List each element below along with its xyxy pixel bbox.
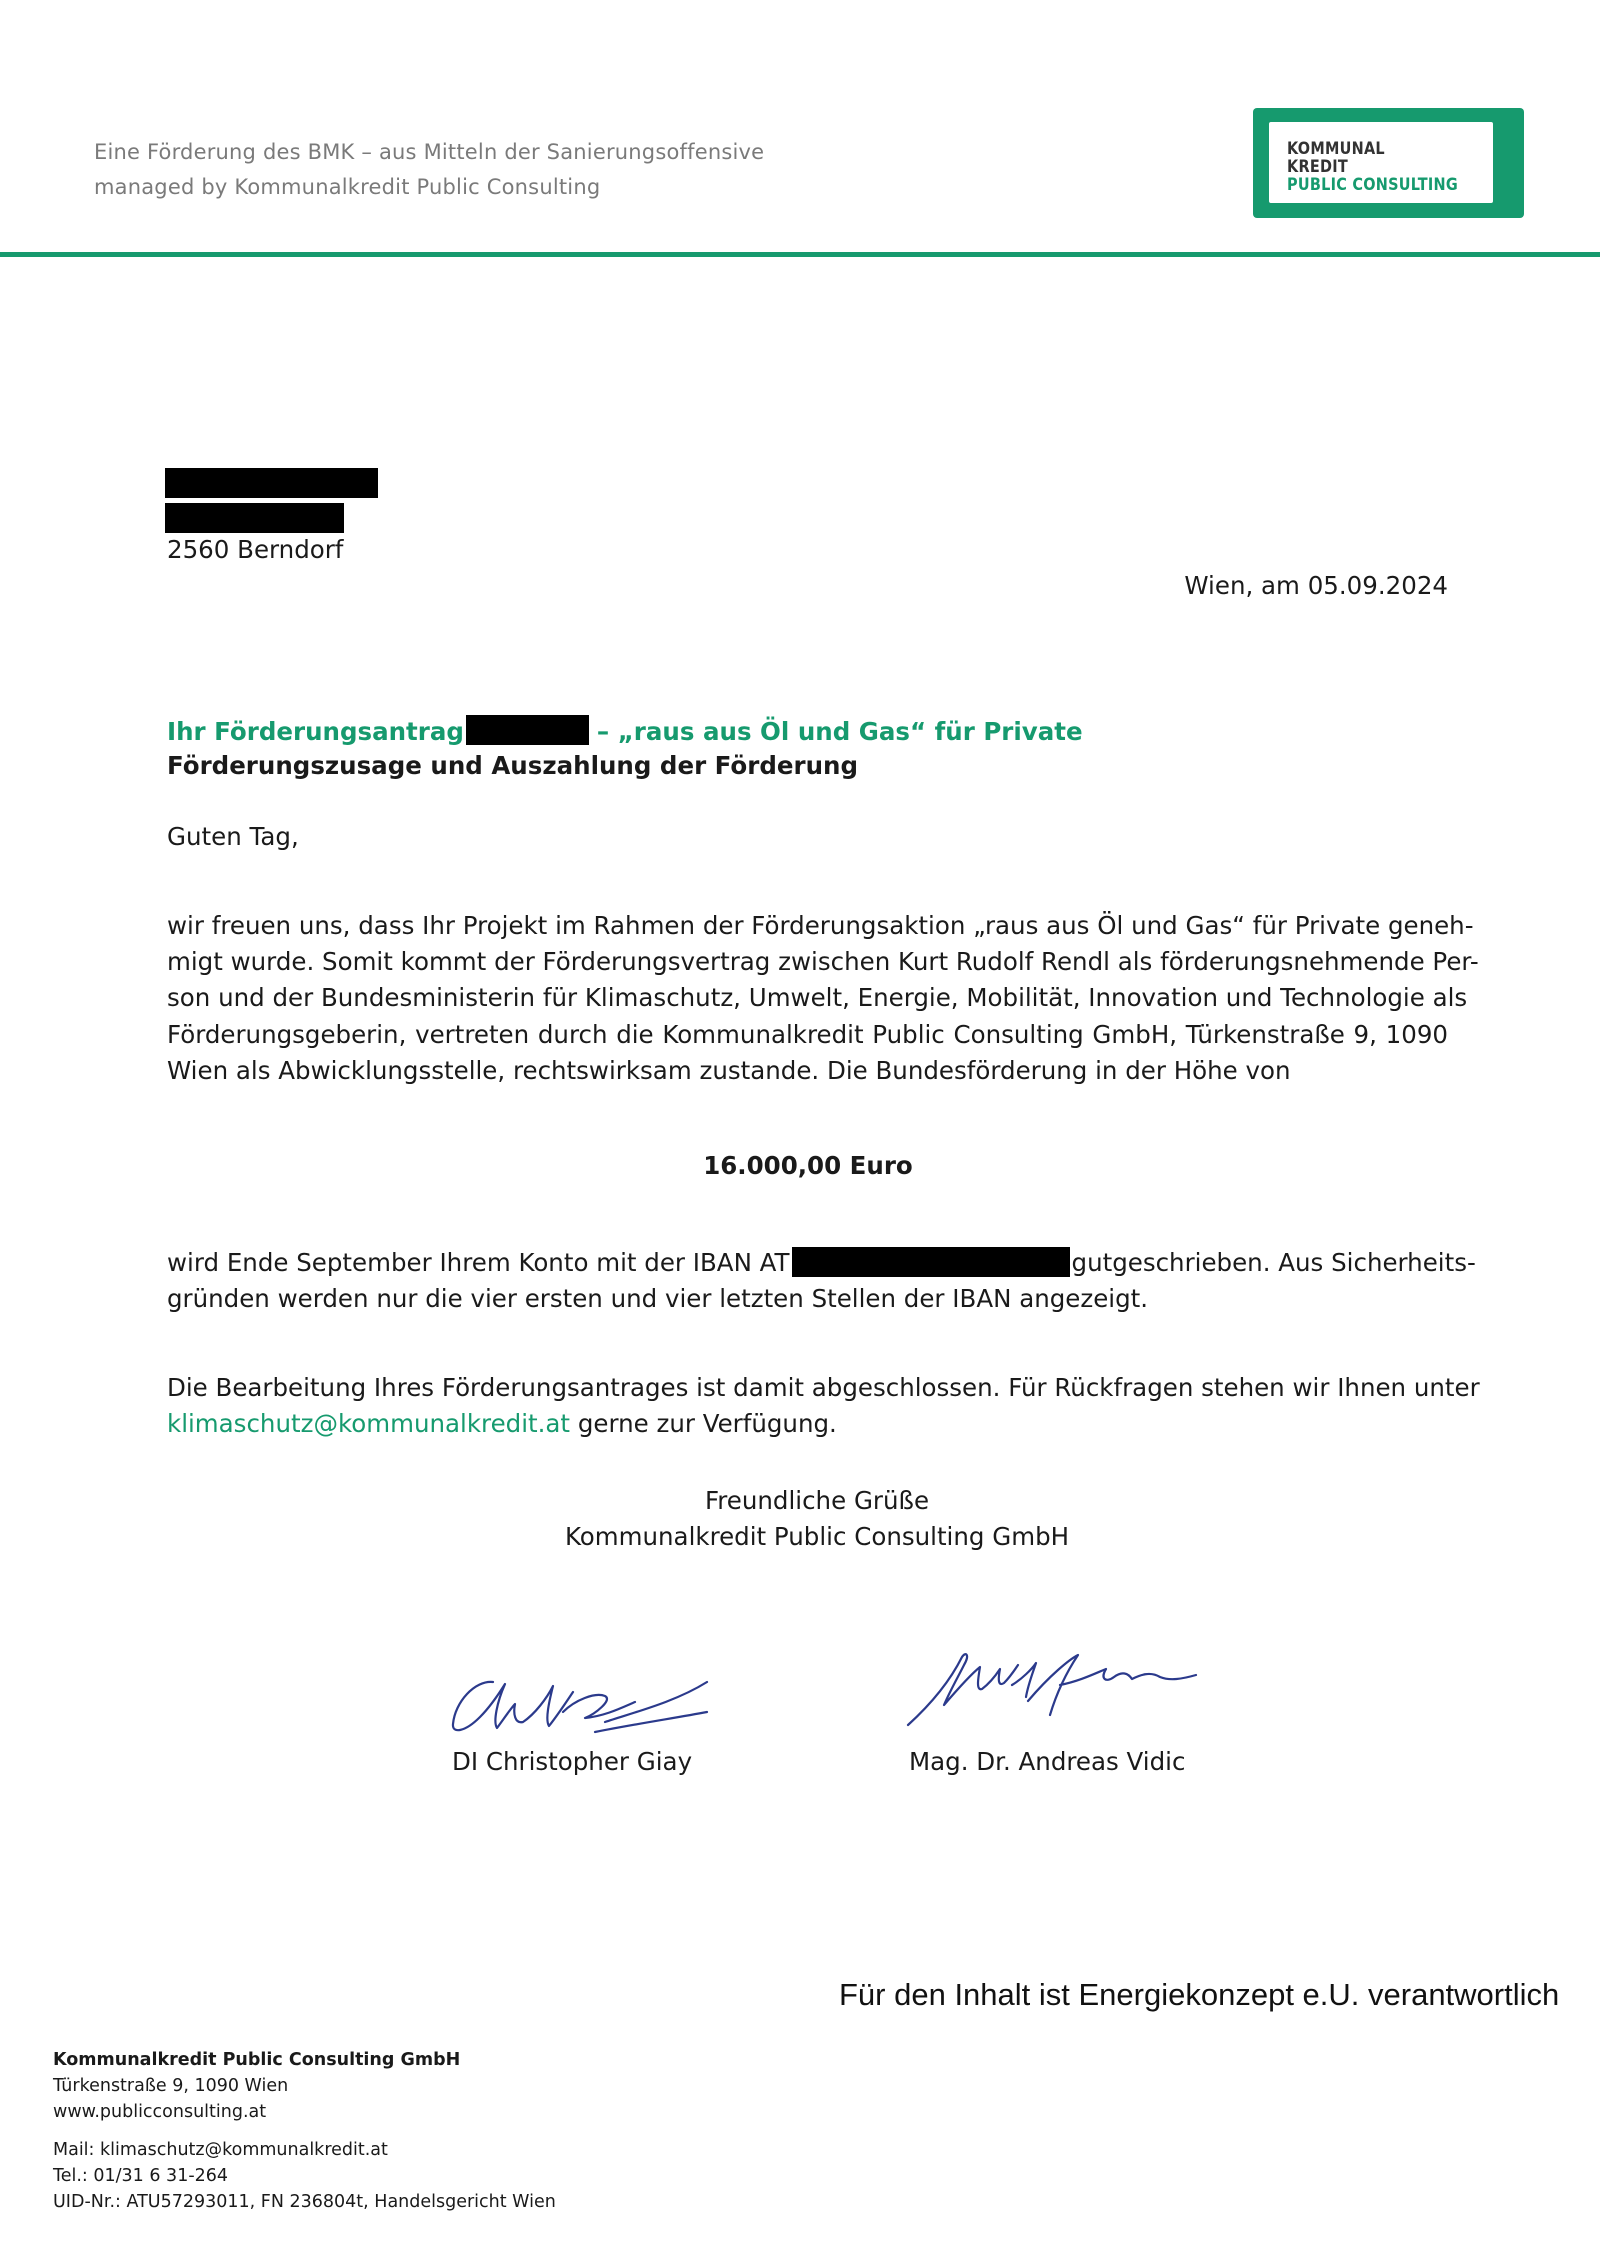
redacted-name <box>165 468 378 498</box>
redacted-iban <box>792 1247 1070 1277</box>
greeting: Guten Tag, <box>167 822 299 851</box>
subject-subtitle: Förderungszusage und Auszahlung der Förderung <box>167 751 859 780</box>
footer-street: Türkenstraße 9, 1090 Wien <box>53 2076 289 2096</box>
contact-email-link[interactable]: klimaschutz@kommunalkredit.at <box>167 1409 571 1439</box>
body-paragraph-3 <box>167 1370 1480 1442</box>
company-logo <box>1253 108 1524 218</box>
footer-mail[interactable]: Mail: klimaschutz@kommunalkredit.at <box>53 2140 388 2160</box>
address-city: 2560 Berndorf <box>167 535 344 564</box>
header-managed-by: managed by Kommunalkredit Public Consulting <box>94 175 601 199</box>
iban-text: wird Ende September Ihrem Konto mit der IBAN AT <box>167 1248 790 1277</box>
subject-title <box>167 715 1083 746</box>
footer-uid: UID-Nr.: ATU57293011, FN 236804t, Handelsgericht Wien <box>53 2192 556 2212</box>
paragraph-line: Wien als Abwicklungsstelle, rechtswirksam zustande. Die Bundesförderung in der Höhe von <box>167 1055 1291 1085</box>
footer-website[interactable]: www.publicconsulting.at <box>53 2102 267 2122</box>
redacted-application-number <box>466 715 589 745</box>
redacted-street <box>165 503 344 533</box>
footer-company: Kommunalkredit Public Consulting GmbH <box>53 2050 461 2070</box>
body-paragraph-2 <box>167 1245 1476 1317</box>
logo-text-line-2: KREDIT <box>1287 157 1348 177</box>
paragraph-line <box>167 1406 1448 1442</box>
paragraph-line-rest: gerne zur Verfügung. <box>570 1409 837 1439</box>
header-funding-note: Eine Förderung des BMK – aus Mitteln der Sanierungsoffensive <box>94 140 765 164</box>
paragraph-line: Förderungsgeberin, vertreten durch die Kommunalkredit Public Consulting GmbH, Türkenstraße 9, 1090 <box>167 1019 1448 1049</box>
logo-text-line-1: KOMMUNAL <box>1287 139 1385 159</box>
signature-giay <box>445 1662 715 1742</box>
subject-prefix: Ihr Förderungsantrag <box>167 717 464 746</box>
iban-text-rest: gutgeschrieben. Aus Sicherheits- <box>1071 1248 1476 1277</box>
signer-name-1: DI Christopher Giay <box>452 1747 693 1776</box>
responsibility-disclaimer: Für den Inhalt ist Energiekonzept e.U. verantwortlich <box>839 1977 1560 2012</box>
signature-vidic <box>900 1645 1200 1730</box>
paragraph-line: Die Bearbeitung Ihres Förderungsantrages ist damit abgeschlossen. Für Rückfragen stehen wir Ihnen unter <box>167 1373 1480 1402</box>
paragraph-line: son und der Bundesministerin für Klimaschutz, Umwelt, Energie, Mobilität, Innovation und Technologie als <box>167 983 1468 1013</box>
closing-company: Kommunalkredit Public Consulting GmbH <box>564 1522 1070 1551</box>
paragraph-line <box>167 1245 1476 1281</box>
logo-text-line-3: PUBLIC CONSULTING <box>1287 175 1459 195</box>
signer-name-2: Mag. Dr. Andreas Vidic <box>909 1747 1186 1776</box>
subject-suffix: – „raus aus Öl und Gas“ für Private <box>596 717 1083 746</box>
paragraph-line: migt wurde. Somit kommt der Förderungsvertrag zwischen Kurt Rudolf Rendl als förderungsnehmende Per- <box>167 947 1479 977</box>
grant-amount: 16.000,00 Euro <box>703 1151 913 1180</box>
paragraph-line: wir freuen uns, dass Ihr Projekt im Rahmen der Förderungsaktion „raus aus Öl und Gas“ für Private geneh- <box>167 911 1474 940</box>
paragraph-line: gründen werden nur die vier ersten und vier letzten Stellen der IBAN angezeigt. <box>167 1284 1149 1314</box>
closing-salutation: Freundliche Grüße <box>704 1486 930 1515</box>
footer-phone: Tel.: 01/31 6 31-264 <box>53 2166 229 2186</box>
body-paragraph-1 <box>167 908 1479 1089</box>
letter-date: Wien, am 05.09.2024 <box>1184 571 1448 600</box>
header-divider <box>0 252 1600 257</box>
